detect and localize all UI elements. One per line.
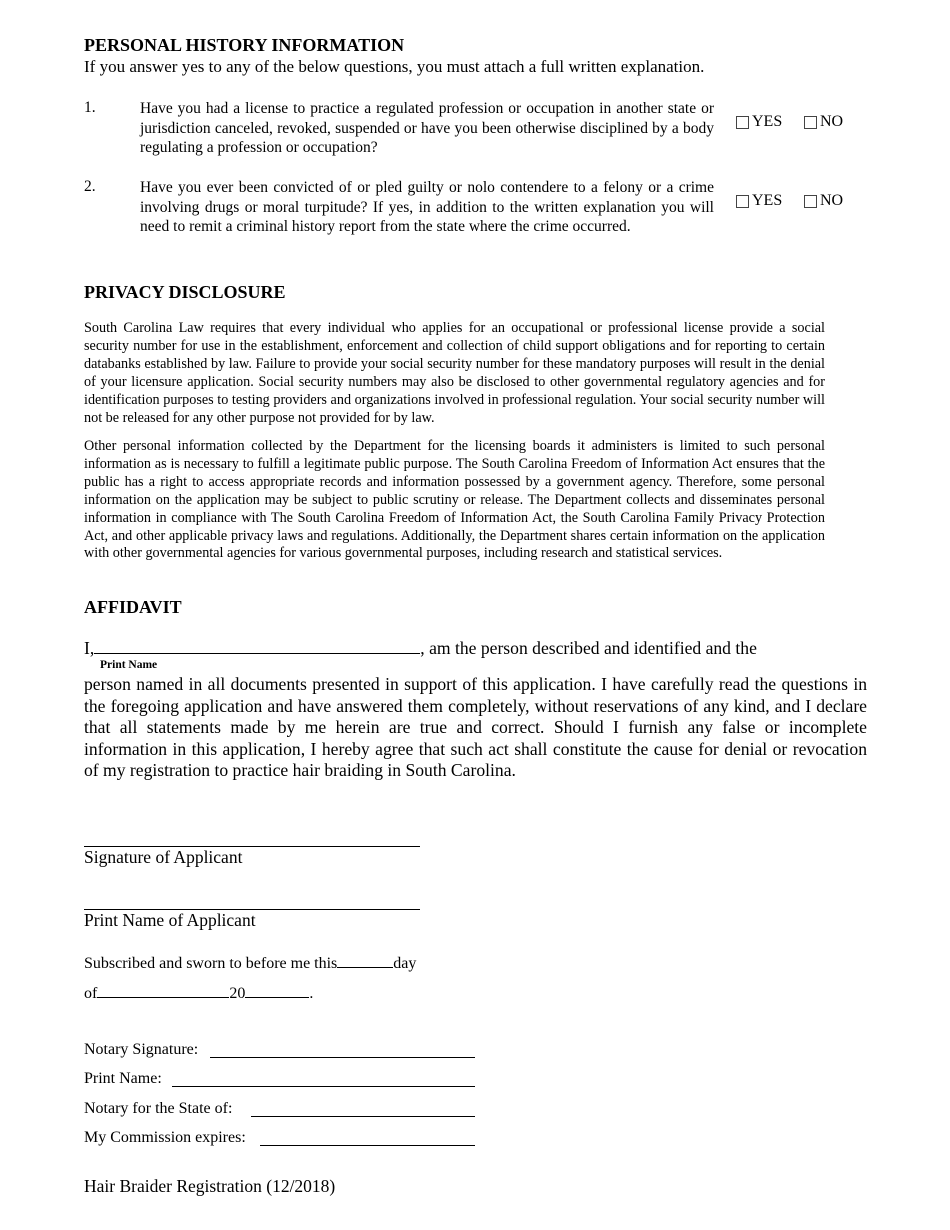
affidavit-name-line[interactable] [94, 639, 420, 654]
notary-signature-line[interactable] [210, 1057, 475, 1058]
sworn-day-label: day [393, 955, 417, 972]
sworn-line-1 [84, 953, 416, 973]
sworn-text: Subscribed and sworn to before me this [84, 955, 338, 972]
notary-print-name-label: Print Name: [84, 1070, 162, 1087]
affidavit-body: person named in all documents presented in support of this application. I have carefully read the questions in the foregoing application and have answered them completely, without reservations of any kind, and I declare that all statements made by me herein are true and correct. Should I furnish any false or incomplete information in this application, I hereby agree that such act shall constitute the cause for denial or revocation of my registration to practice hair braiding in South Carolina. [84, 674, 867, 780]
footer-text: Hair Braider Registration (12/2018) [84, 1176, 336, 1196]
notary-print-name-row [84, 1070, 162, 1088]
notary-commission-line[interactable] [260, 1145, 475, 1146]
privacy-paragraph-2: Other personal information collected by the Department for the licensing boards it administers is limited to such personal information as is necessary to fulfill a legitimate public purpose. The South Carolina Freedom of Information Act ensures that the public has a right to access appropriate records and information possessed by a government agency. Therefore, some personal information on the application may be subject to public scrutiny or release. The Department collects and disseminates personal information in compliance with The South Carolina Freedom of Information Act, the South Carolina Family Privacy Protection Act, and other applicable privacy laws and regulations. Additionally, the Department shares certain information on the application with other governmental agencies for various governmental purposes, including research and statistical services. [84, 438, 825, 562]
privacy-paragraph-1: South Carolina Law requires that every individual who applies for an occupational or professional license provide a social security number for use in the establishment, enforcement and collection of child support obligations and for reporting to certain databanks established by law. Failure to provide your social security number for these mandatory purposes will result in the denial of your licensure application. Social security numbers may also be disclosed to other governmental regulatory agencies and for identification purposes to testing providers and organizations involved in professional regulation. Your social security number will not be released for any other purpose not provided for by law. [84, 320, 825, 426]
question-2-number: 2. [84, 178, 96, 195]
question-1-number: 1. [84, 99, 96, 116]
sworn-of-label: of [84, 985, 98, 1002]
affidavit-first-line [84, 638, 757, 659]
sworn-year-field[interactable] [245, 983, 309, 998]
notary-state-label: Notary for the State of: [84, 1100, 233, 1117]
personal-history-heading: PERSONAL HISTORY INFORMATION [84, 35, 405, 55]
question-2-yes-option[interactable] [736, 192, 782, 210]
privacy-heading: PRIVACY DISCLOSURE [84, 282, 286, 302]
notary-commission-row [84, 1129, 246, 1147]
print-name-label: Print Name of Applicant [84, 910, 256, 930]
notary-signature-label: Notary Signature: [84, 1041, 199, 1058]
notary-print-name-line[interactable] [172, 1086, 475, 1087]
notary-state-row [84, 1100, 232, 1118]
notary-signature-row [84, 1041, 198, 1059]
print-name-caption: Print Name [100, 659, 158, 671]
question-1-no-option[interactable] [804, 113, 843, 131]
personal-history-intro: If you answer yes to any of the below questions, you must attach a full written explanation. [84, 57, 705, 76]
notary-commission-label: My Commission expires: [84, 1129, 246, 1146]
signature-label: Signature of Applicant [84, 847, 243, 867]
sworn-year-prefix: 20 [229, 985, 246, 1002]
question-1-yes-option[interactable] [736, 113, 782, 131]
question-2-text: Have you ever been convicted of or pled guilty or nolo contendere to a felony or a crime involving drugs or moral turpitude? If yes, in addition to the written explanation you will need to remit a criminal history report from the state where the crime occurred. [140, 179, 714, 235]
sworn-month-field[interactable] [97, 983, 229, 998]
question-2-yes-label: YES [752, 192, 783, 209]
sworn-line-2 [84, 983, 313, 1003]
sworn-period: . [309, 985, 314, 1002]
question-2-no-label: NO [820, 192, 844, 209]
question-1-no-label: NO [820, 113, 844, 130]
question-2-no-option[interactable] [804, 192, 843, 210]
affidavit-heading: AFFIDAVIT [84, 597, 182, 617]
question-1-yes-checkbox[interactable] [736, 116, 749, 129]
question-1-yes-label: YES [752, 113, 783, 130]
affidavit-prefix: I, [84, 638, 95, 658]
sworn-day-field[interactable] [337, 953, 393, 968]
affidavit-after-name: , am the person described and identified and the [420, 638, 757, 658]
question-2-yes-checkbox[interactable] [736, 195, 749, 208]
question-2-no-checkbox[interactable] [804, 195, 817, 208]
notary-state-line[interactable] [251, 1116, 475, 1117]
question-1-no-checkbox[interactable] [804, 116, 817, 129]
question-1-text: Have you had a license to practice a regulated profession or occupation in another state or jurisdiction canceled, revoked, suspended or have you been otherwise disciplined by a body regulating a profession or occupation? [140, 100, 714, 156]
